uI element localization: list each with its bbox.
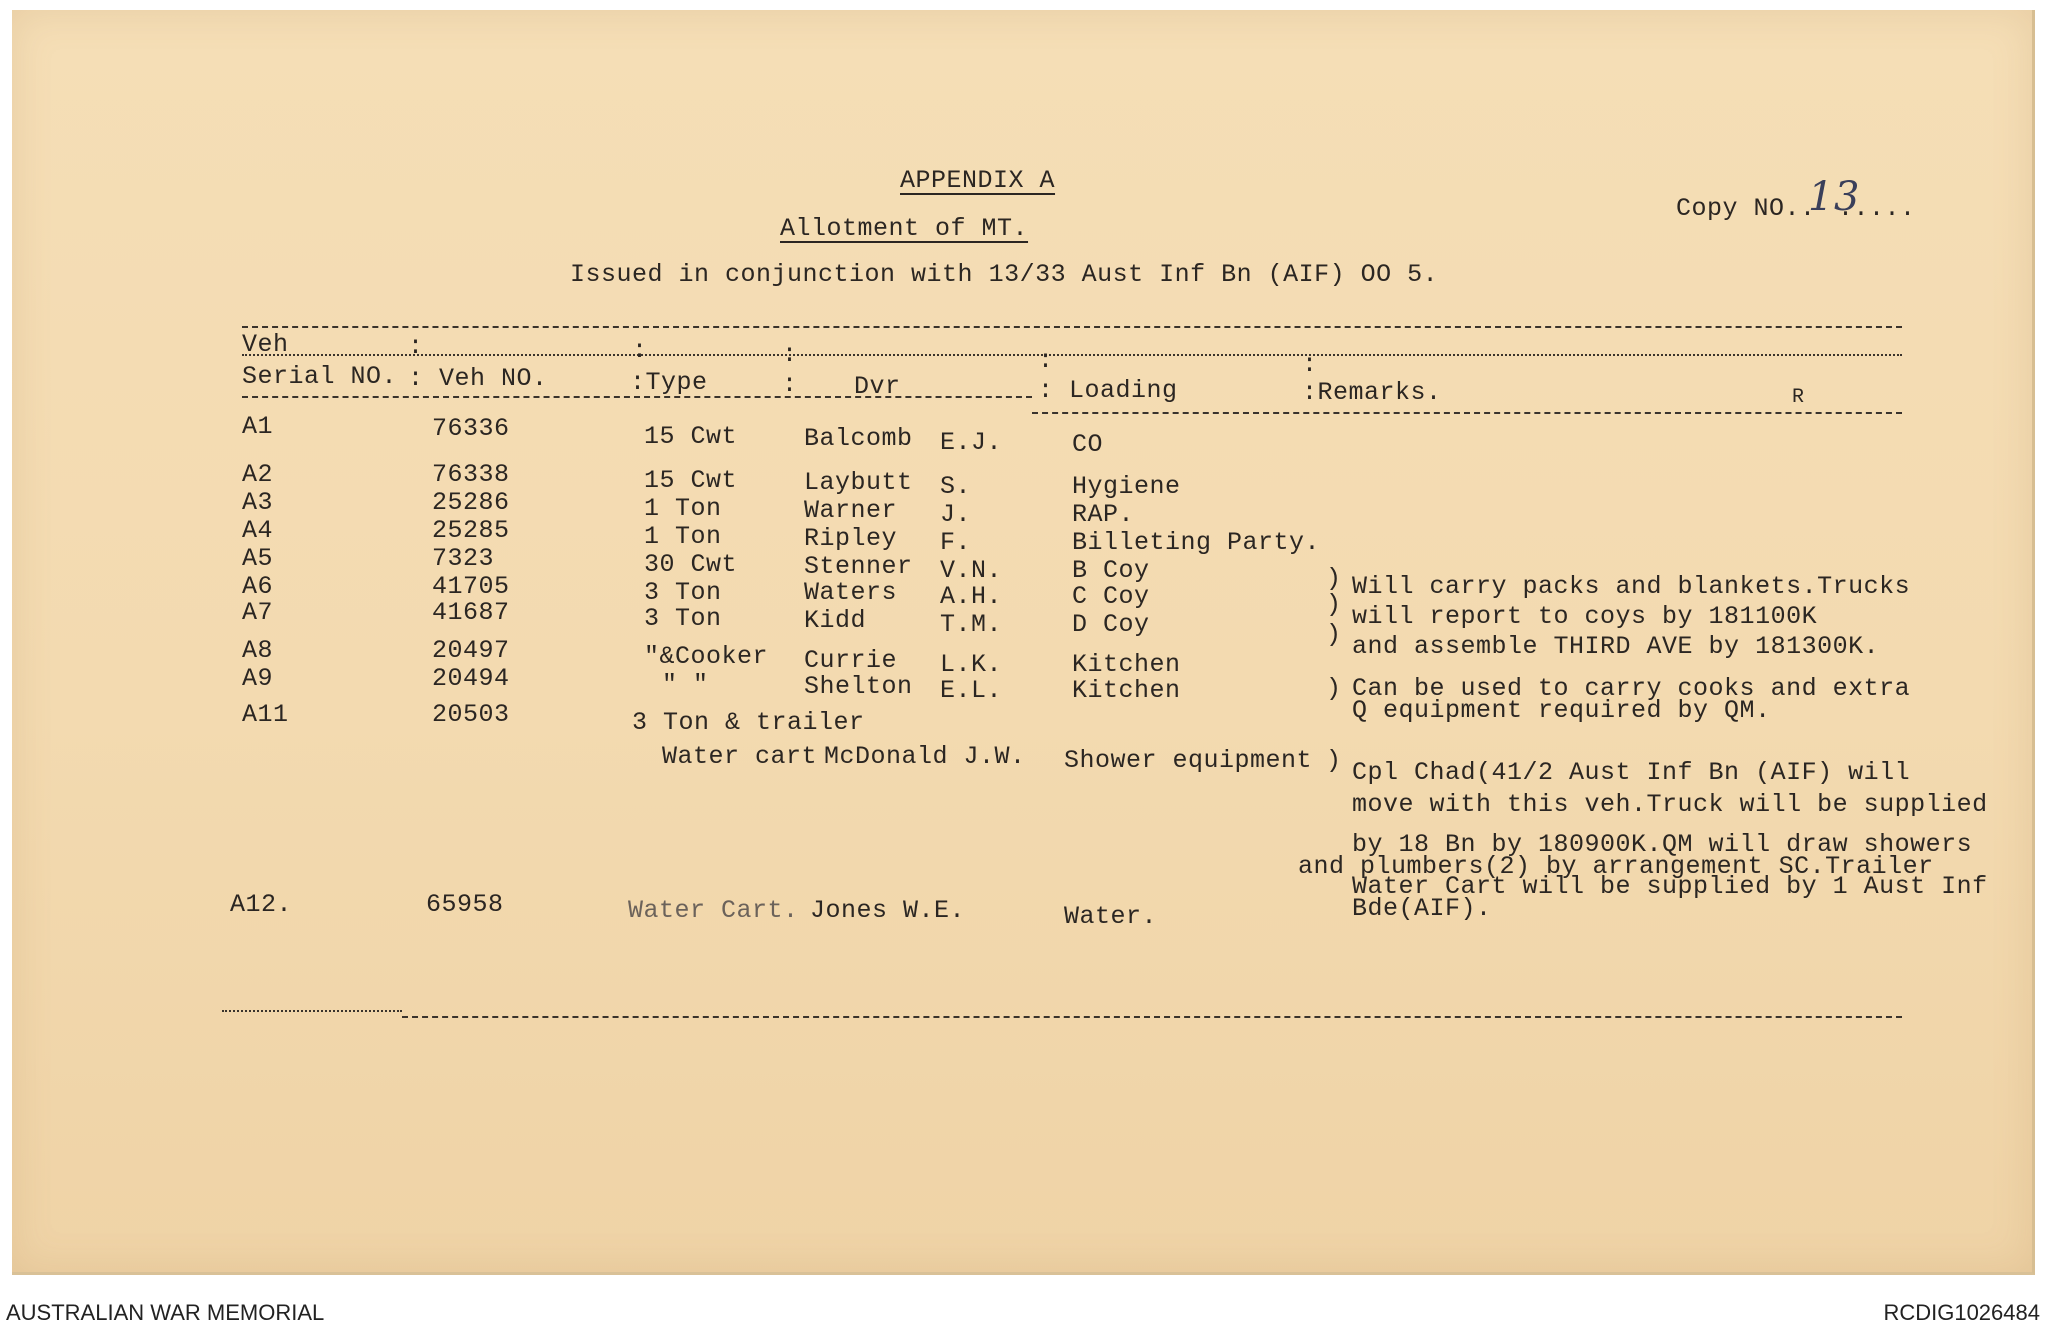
row-serial: A2 [242,460,274,489]
col-header-veh: Veh [242,330,289,359]
table-top-rule-2 [242,354,1902,356]
col-header-colon: : [782,340,798,369]
row-serial: A4 [242,516,274,545]
row-loading: C Coy [1072,582,1150,611]
header-bottom-rule [242,396,1032,398]
row-type: 1 Ton [644,522,722,551]
row-type: 1 Ton [644,494,722,523]
row-serial: A3 [242,488,274,517]
row-loading: Hygiene [1072,472,1181,501]
row-veh-no: 76338 [432,460,510,489]
row-type: 3 Ton [644,578,722,607]
row-serial: A6 [242,572,274,601]
remarks-line: and plumbers(2) by arrangement SC.Trailer [1298,852,1934,881]
row-loading: CO [1072,430,1104,459]
row-initials: V.N. [940,556,1003,585]
row-serial: A11 [242,700,289,729]
row-veh-no: 65958 [426,890,504,919]
row-type: 3 Ton [644,604,722,633]
footer-id: RCDIG1026484 [1883,1300,2040,1325]
remarks-line: Can be used to carry cooks and extra [1352,674,1911,703]
col-header-veh-no: : Veh NO. [408,364,548,393]
remarks-line: Q equipment required by QM. [1352,696,1771,725]
footer-bar [0,1296,2048,1334]
row-initials: A.H. [940,582,1003,611]
row-loading: Water. [1064,902,1158,931]
row-serial: A7 [242,598,274,627]
row-veh-no: 20497 [432,636,510,665]
row-veh-no: 25285 [432,516,510,545]
copy-label: Copy NO.. [1676,194,1816,223]
col-header-colon: : [408,332,424,361]
col-header-colon: : [632,336,648,365]
remarks-line: Will carry packs and blankets.Trucks [1352,572,1911,601]
row-type: 30 Cwt [644,550,738,579]
row-initials: E.L. [940,676,1003,705]
row-serial: A5 [242,544,274,573]
row-initials: L.K. [940,650,1003,679]
remarks-bracket: ) [1326,620,1342,649]
row-veh-no: 7323 [432,544,495,573]
col-header-serial: Serial NO. [242,362,398,391]
row-type: "&Cooker [644,642,769,671]
row-loading: Kitchen [1072,676,1181,705]
row-driver: Jones W.E. [810,896,966,925]
row-veh-no: 20503 [432,700,510,729]
appendix-title: APPENDIX A [900,166,1056,195]
col-header-dvr: Dvr [854,372,901,401]
row-driver: Shelton [804,672,913,701]
remarks-line: Bde(AIF). [1352,894,1492,923]
col-header-colon: : [1302,350,1318,379]
row-initials: T.M. [940,610,1003,639]
row-loading: Shower equipment [1064,746,1313,775]
row-driver: Ripley [804,524,898,553]
row-type: Water Cart. [628,896,799,925]
remarks-bracket: ) [1326,590,1342,619]
allotment-subtitle: Allotment of MT. [780,214,1029,243]
row-serial: A12. [230,890,293,919]
table-top-rule [242,326,1902,328]
row-initials: J. [940,500,972,529]
row-veh-no: 76336 [432,414,510,443]
copy-number-handwritten: 13 [1808,174,1860,220]
remarks-line: will report to coys by 181100K [1352,602,1818,631]
row-loading: RAP. [1072,500,1135,529]
row-veh-no: 41687 [432,598,510,627]
remarks-bracket: ) [1326,564,1342,593]
remarks-line: Cpl Chad(41/2 Aust Inf Bn (AIF) will [1352,758,1911,787]
row-type: " " [662,670,709,699]
row-driver: Balcomb [804,424,913,453]
col-header-remarks: :Remarks. [1302,378,1442,407]
remarks-bracket: ) [1326,746,1342,775]
row-driver: Waters [804,578,898,607]
row-type: 15 Cwt [644,466,738,495]
row-driver: Warner [804,496,898,525]
col-header-r-mark: R [1792,386,1805,409]
col-header-colon: : [782,370,798,399]
bottom-rule [402,1016,1902,1018]
row-loading: B Coy [1072,556,1150,585]
row-veh-no: 20494 [432,664,510,693]
row-loading: Billeting Party. [1072,528,1321,557]
header-bottom-rule-2 [1032,412,1902,414]
document-page [12,10,2035,1275]
remarks-line: and assemble THIRD AVE by 181300K. [1352,632,1880,661]
row-loading: Kitchen [1072,650,1181,679]
row-serial: A1 [242,412,274,441]
row-initials: E.J. [940,428,1003,457]
row-initials: F. [940,528,972,557]
col-header-colon: : [1038,346,1054,375]
remarks-bracket: ) [1326,674,1342,703]
row-type: 15 Cwt [644,422,738,451]
row-veh-no: 41705 [432,572,510,601]
copy-dots: ..... [1838,194,1916,223]
col-header-loading: : Loading [1038,376,1178,405]
remarks-line: move with this veh.Truck will be supplied [1352,790,1988,819]
row-driver: McDonald J.W. [824,742,1026,771]
row-serial: A9 [242,664,274,693]
remarks-line: Water Cart will be supplied by 1 Aust Inf [1352,872,1988,901]
col-header-type: :Type [630,368,708,397]
footer-source: AUSTRALIAN WAR MEMORIAL [6,1300,325,1325]
bottom-rule-left [222,1010,402,1012]
row-initials: S. [940,472,972,501]
row-type: Water cart [662,742,818,771]
issued-line: Issued in conjunction with 13/33 Aust Inf Bn (AIF) OO 5. [570,260,1439,289]
row-driver: Stenner [804,552,913,581]
row-veh-no: 25286 [432,488,510,517]
row-serial: A8 [242,636,274,665]
row-loading: D Coy [1072,610,1150,639]
remarks-line: by 18 Bn by 180900K.QM will draw showers [1352,830,1973,859]
row-type: 3 Ton & trailer [632,708,865,737]
row-driver: Currie [804,646,898,675]
row-driver: Laybutt [804,468,913,497]
row-driver: Kidd [804,606,867,635]
